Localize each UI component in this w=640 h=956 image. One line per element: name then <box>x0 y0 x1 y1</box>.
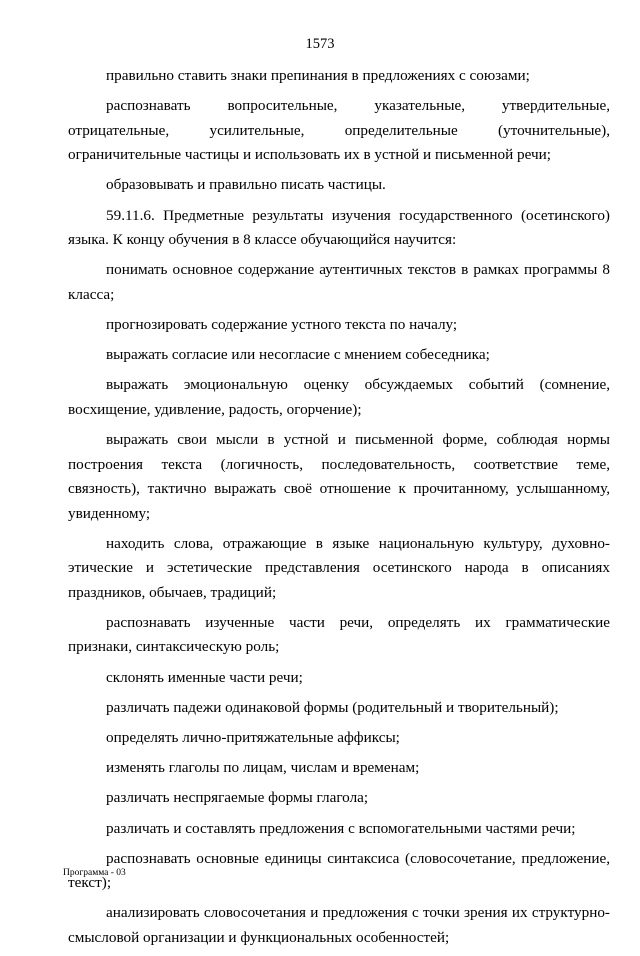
paragraph: выражать свои мысли в устной и письменной форме, соблюдая нормы построения текста (логичность, последовательность, соответствие теме, связность), тактично выражать своё отношение к прочитанному, услышанному, увиденному; <box>68 431 610 522</box>
paragraph: находить слова, отражающие в языке национальную культуру, духовно-этические и эстетические представления осетинского народа в описаниях праздников, обычаев, традиций; <box>68 534 610 601</box>
paragraph: анализировать словосочетания и предложения с точки зрения их структурно-смысловой организации и функциональных особенностей; <box>68 904 610 946</box>
paragraph: выражать эмоциональную оценку обсуждаемых событий (сомнение, восхищение, удивление, радость, огорчение); <box>68 376 610 418</box>
paragraph: определять лично-притяжательные аффиксы; <box>106 728 400 746</box>
paragraph: различать неспрягаемые формы глагола; <box>106 789 369 807</box>
page-number: 1573 <box>305 36 335 52</box>
paragraph: распознавать вопросительные, указательные, утвердительные, отрицательные, усилительные, определительные (уточнительные), ограничительные частицы и использовать их в устной и письменной речи; <box>68 97 610 164</box>
paragraph: образовывать и правильно писать частицы. <box>106 176 386 194</box>
paragraph: изменять глаголы по лицам, числам и временам; <box>106 759 420 777</box>
section-paragraph: 59.11.6. Предметные результаты изучения государственного (осетинского) языка. К концу обучения в 8 классе обучающийся научится: <box>68 206 610 249</box>
paragraph: различать и составлять предложения с вспомогательными частями речи; <box>106 819 576 837</box>
paragraph: прогнозировать содержание устного текста по началу; <box>106 315 458 333</box>
paragraph: распознавать основные единицы синтаксиса (словосочетание, предложение, текст); <box>68 849 610 892</box>
paragraph: склонять именные части речи; <box>106 668 303 686</box>
paragraph: правильно ставить знаки препинания в предложениях с союзами; <box>106 67 530 84</box>
document-body <box>68 64 610 956</box>
paragraph: распознавать изученные части речи, определять их грамматические признаки, синтаксическую роль; <box>68 613 610 656</box>
paragraph: различать падежи одинаковой формы (родительный и творительный); <box>106 698 559 716</box>
paragraph: понимать основное содержание аутентичных текстов в рамках программы 8 класса; <box>68 261 610 303</box>
paragraph: выражать согласие или несогласие с мнением собеседника; <box>106 346 490 364</box>
footer-program-label: Программа - 03 <box>63 868 126 878</box>
